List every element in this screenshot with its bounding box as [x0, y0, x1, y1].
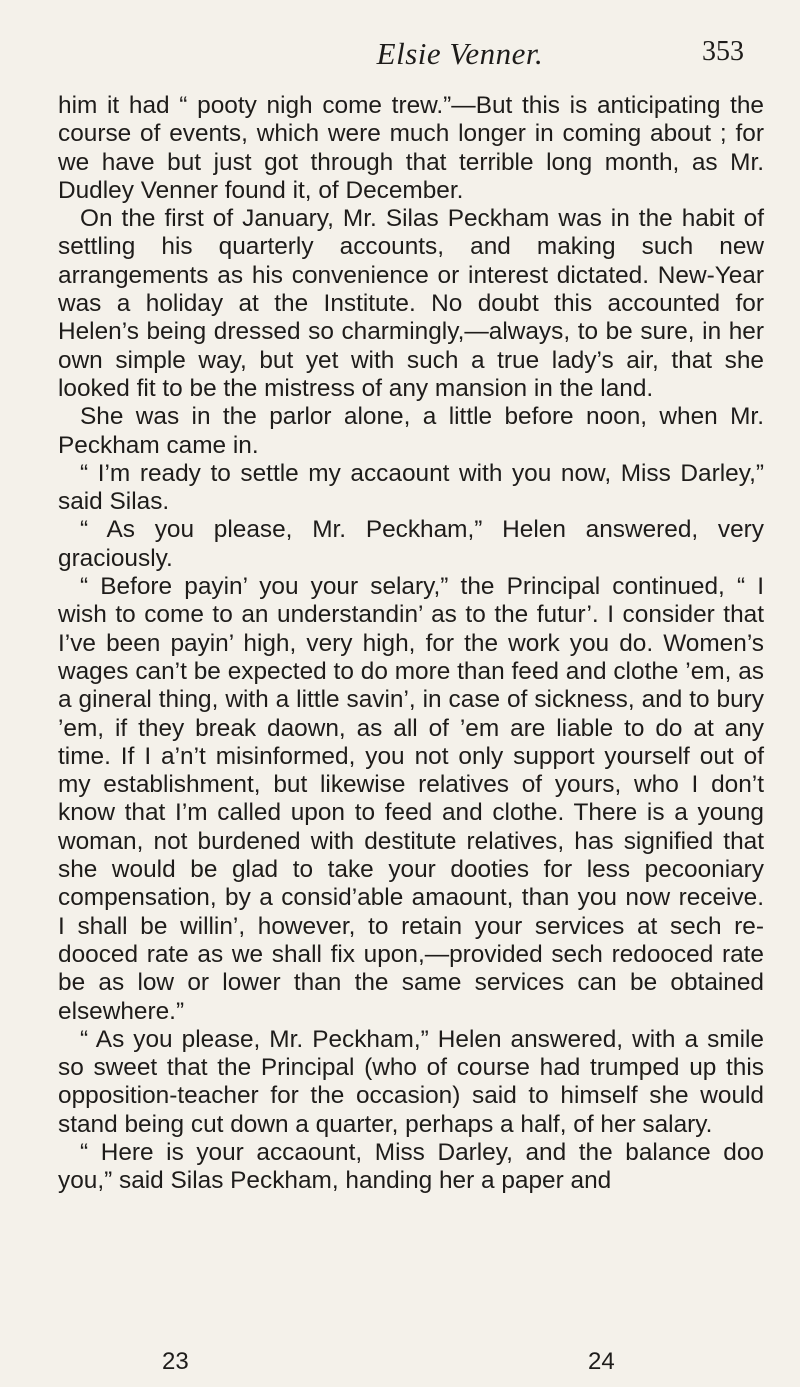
- paragraph: “ I’m ready to settle my accaount with you now, Miss Darley,” said Silas.: [58, 459, 764, 516]
- paragraph: “ Here is your accaount, Miss Darley, and the balance doo you,” said Silas Peckham, handing her a paper and: [58, 1138, 764, 1195]
- paragraph: “ As you please, Mr. Peckham,” Helen answered, very graciously.: [58, 516, 764, 572]
- paragraph: She was in the parlor alone, a little before noon, when Mr. Peckham came in.: [58, 403, 764, 459]
- paragraph-continuation: him it had “ pooty nigh come trew.”—But this is anticipating the course of events, which were much longer in coming about ; for we have but just got through that terrible long month, as Mr. Dudley Venner found it, of December.: [58, 92, 764, 204]
- paragraph: “ As you please, Mr. Peckham,” Helen answered, with a smile so sweet that the Principal (who of course had trumped up this opposition-teacher for the occasion) said to himself she would stand being cut down a quarter, perhaps a half, of her salary.: [58, 1025, 764, 1138]
- paragraph: On the first of January, Mr. Silas Peckham was in the habit of settling his quarterly accounts, and making such new arrangements as his convenience or interest dictated. New-Year was a holiday at the Institute. No doubt this accounted for Helen’s being dressed so charmingly,—always, to be sure, in her own simple way, but yet with such a true lady’s air, that she looked fit to be the mistress of any mansion in the land.: [58, 205, 764, 402]
- signature-mark-right: 24: [588, 1348, 615, 1375]
- signature-mark-left: 23: [162, 1348, 189, 1375]
- running-title: Elsie Venner.: [376, 36, 544, 71]
- body-text: [58, 92, 764, 1196]
- page-number: 353: [702, 36, 744, 67]
- paragraph: “ Before payin’ you your selary,” the Principal continued, “ I wish to come to an understandin’ as to the futur’. I consider that I’ve been payin’ high, very high, for the work you do. Women’s wages can’t be expected to do more than feed and clothe ’em, as a gineral thing, with a little savin’, in case of sickness, and to bury ’em, if they break daown, as all of ’em are liable to do at any time. If I a’n’t misinformed, you not only support yourself out of my establishment, but likewise relatives of yours, who I don’t know that I’m called upon to feed and clothe. There is a young woman, not burdened with destitute relatives, has signified that she would be glad to take your dooties for less pecooniary compensation, by a consid’able amaount, than you now receive. I shall be willin’, however, to retain your services at sech redooced rate as we shall fix upon,—provided sech redooced rate be as low or lower than the same services can be obtained elsewhere.”: [58, 573, 764, 1025]
